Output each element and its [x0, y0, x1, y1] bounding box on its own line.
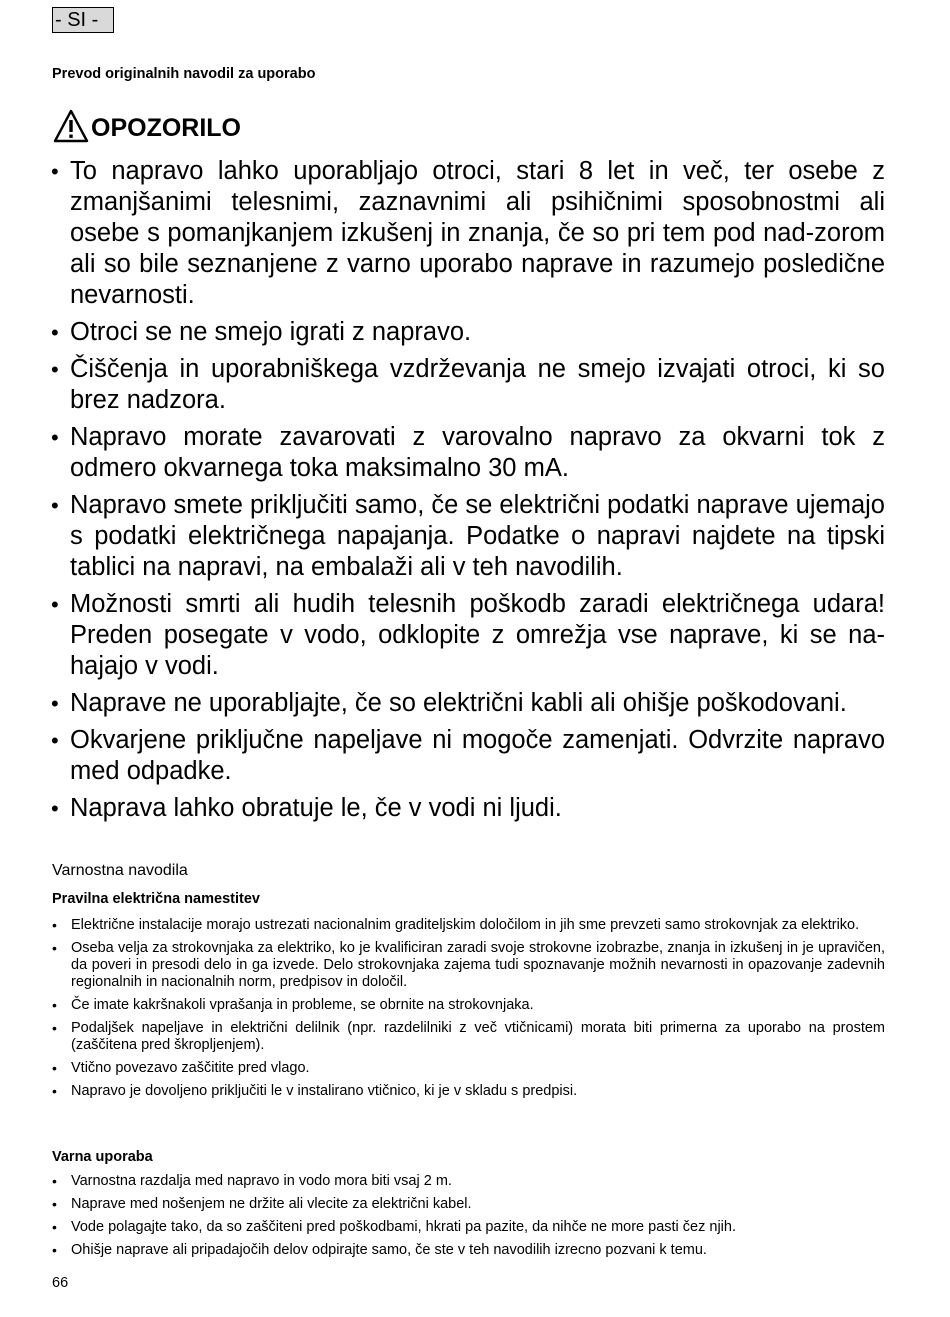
- warning-triangle-icon: [53, 109, 89, 143]
- safe-use-heading: Varna uporaba: [52, 1149, 153, 1165]
- list-item: • To napravo lahko uporabljajo otroci, stari 8 let in več, ter osebe z zmanjšanimi telesnimi, zaznavnimi ali psihičnimi sposobnostmi ali osebe s pomanjkanjem izkušenj in znanja, če so pri tem pod nad-zorom ali so bile seznanjene z varno uporabo naprave in razumejo posledične nevarnosti.: [51, 156, 885, 311]
- list-item: • Če imate kakršnakoli vprašanja in probleme, se obrnite na strokovnjaka.: [52, 997, 885, 1014]
- electrical-heading: Pravilna električna namestitev: [52, 891, 260, 907]
- electrical-list: [52, 917, 885, 1106]
- list-item: • Ohišje naprave ali pripadajočih delov odpirajte samo, če ste v teh navodilih izrecno pozvani k temu.: [52, 1242, 885, 1259]
- list-item: • Vtično povezavo zaščitite pred vlago.: [52, 1060, 885, 1077]
- list-item: • Čiščenja in uporabniškega vzdrževanja ne smejo izvajati otroci, ki so brez nadzora.: [51, 354, 885, 416]
- warning-heading: [53, 103, 241, 143]
- safety-heading: Varnostna navodila: [52, 862, 188, 879]
- list-item: • Možnosti smrti ali hudih telesnih poškodb zaradi električnega udara! Preden posegate v vodo, odklopite z omrežja vse naprave, ki se na-hajajo v vodi.: [51, 589, 885, 682]
- list-item: • Naprave med nošenjem ne držite ali vlecite za električni kabel.: [52, 1196, 885, 1213]
- list-item: • Otroci se ne smejo igrati z napravo.: [51, 317, 885, 348]
- list-item: • Oseba velja za strokovnjaka za elektriko, ko je kvalificiran zaradi svoje strokovne izobrazbe, znanja in izkušenj in je upravičen, da poveri in presodi delo in ga izvede. Delo strokovnjaka zajema tudi spoznavanje možnih nevarnosti in opazovanje zadevnih regionalnih in nacionalnih norm, predpisov in določil.: [52, 940, 885, 991]
- language-tag: - SI -: [52, 7, 114, 33]
- warning-list: [51, 156, 885, 830]
- list-item: • Podaljšek napeljave in električni delilnik (npr. razdelilniki z več vtičnicami) morata biti primerna za uporabo na prostem (zaščitena pred škropljenjem).: [52, 1020, 885, 1054]
- list-item: • Električne instalacije morajo ustrezati nacionalnim graditeljskim določilom in jih sme prevzeti samo strokovnjak za elektriko.: [52, 917, 885, 934]
- list-item: • Naprave ne uporabljajte, če so električni kabli ali ohišje poškodovani.: [51, 688, 885, 719]
- list-item: • Vode polagajte tako, da so zaščiteni pred poškodbami, hkrati pa pazite, da nihče ne more pasti čez njih.: [52, 1219, 885, 1236]
- list-item: • Napravo smete priključiti samo, če se električni podatki naprave ujemajo s podatki električnega napajanja. Podatke o napravi najdete na tipski tablici na napravi, na embalaži ali v teh navodilih.: [51, 490, 885, 583]
- document-subtitle: Prevod originalnih navodil za uporabo: [52, 66, 316, 82]
- page-number: 66: [52, 1275, 69, 1291]
- list-item: • Napravo morate zavarovati z varovalno napravo za okvarni tok z odmero okvarnega toka maksimalno 30 mA.: [51, 422, 885, 484]
- list-item: • Varnostna razdalja med napravo in vodo mora biti vsaj 2 m.: [52, 1173, 885, 1190]
- warning-title: OPOZORILO: [91, 114, 241, 142]
- list-item: • Napravo je dovoljeno priključiti le v instalirano vtičnico, ki je v skladu s predpisi.: [52, 1083, 885, 1100]
- list-item: • Okvarjene priključne napeljave ni mogoče zamenjati. Odvrzite napravo med odpadke.: [51, 725, 885, 787]
- safe-use-list: [52, 1173, 885, 1265]
- list-item: • Naprava lahko obratuje le, če v vodi ni ljudi.: [51, 793, 885, 824]
